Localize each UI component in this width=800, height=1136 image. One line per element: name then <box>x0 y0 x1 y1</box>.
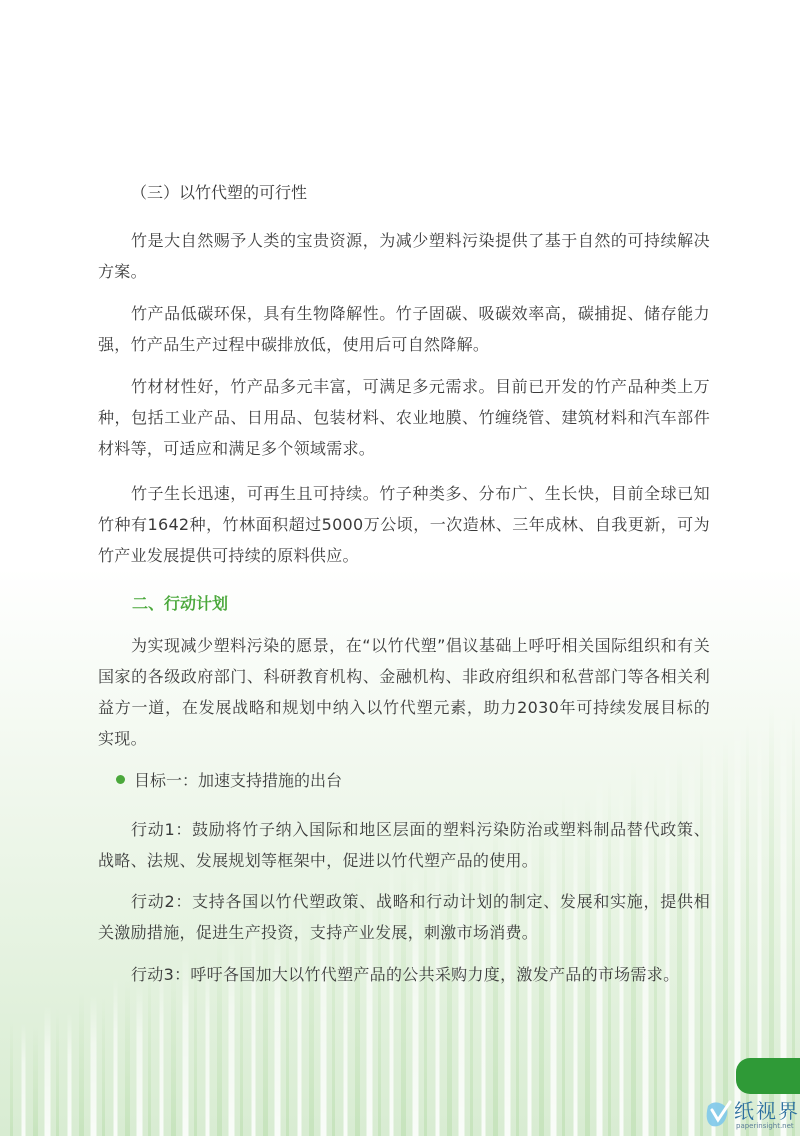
action-item-3: 行动3：呼吁各国加大以竹代塑产品的公共采购力度，激发产品的市场需求。 <box>131 965 680 984</box>
page-number-tab <box>736 1058 800 1094</box>
paragraph-material: 竹材材性好，竹产品多元丰富，可满足多元需求。目前已开发的竹产品种类上万种，包括工业产品、日用品、包装材料、农业地膜、竹缠绕管、建筑材料和汽车部件材料等，可适应和满足多个领域需求。 <box>98 377 710 458</box>
paragraph-intro: 竹是大自然赐予人类的宝贵资源，为减少塑料污染提供了基于自然的可持续解决方案。 <box>98 231 710 281</box>
goal-label: 目标一：加速支持措施的出台 <box>134 771 343 790</box>
paragraph-action-intro: 为实现减少塑料污染的愿景，在“以竹代塑”倡议基础上呼吁相关国际组织和有关国家的各级政府部门、科研教育机构、金融机构、非政府组织和私营部门等各相关利益方一道，在发展战略和规划中纳入以竹代塑元素，助力2030年可持续发展目标的实现。 <box>98 636 710 748</box>
action-item-2: 行动2：支持各国以竹代塑政策、战略和行动计划的制定、发展和实施，提供相关激励措施，促进生产投资，支持产业发展，刺激市场消费。 <box>98 892 710 942</box>
watermark-name: 纸视界 <box>734 1099 800 1123</box>
paragraph-growth: 竹子生长迅速，可再生且可持续。竹子种类多、分布广、生长快，目前全球已知竹种有1642种，竹林面积超过5000万公顷，一次造林、三年成林、自我更新，可为竹产业发展提供可持续的原料供应。 <box>98 484 710 565</box>
section-heading-action-plan: 二、行动计划 <box>132 594 229 613</box>
bullet-dot-icon <box>116 775 125 784</box>
goal-item <box>116 768 342 791</box>
section-heading: （三）以竹代塑的可行性 <box>131 183 308 202</box>
watermark-url: paperinsight.net <box>736 1122 794 1130</box>
paragraph-low-carbon: 竹产品低碳环保，具有生物降解性。竹子固碳、吸碳效率高，碳捕捉、储存能力强，竹产品生产过程中碳排放低，使用后可自然降解。 <box>98 304 710 354</box>
action-item-1: 行动1：鼓励将竹子纳入国际和地区层面的塑料污染防治或塑料制品替代政策、战略、法规、发展规划等框架中，促进以竹代塑产品的使用。 <box>98 820 710 870</box>
